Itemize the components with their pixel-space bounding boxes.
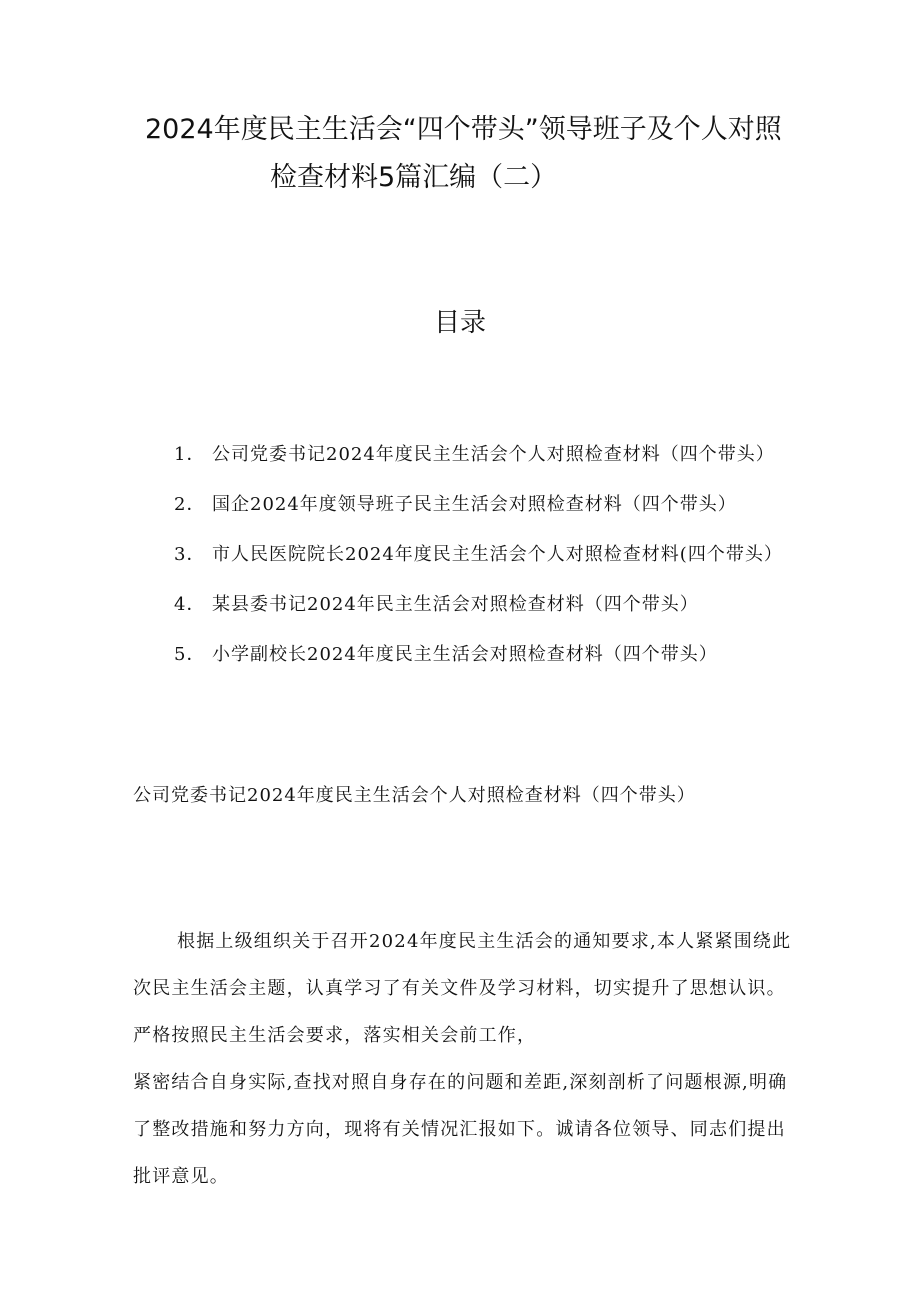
toc-item bbox=[174, 491, 783, 541]
toc-item-text: 某县委书记2024年民主生活会对照检查材料（四个带头） bbox=[212, 594, 699, 615]
document-title-line-2: 检查材料5篇汇编（二） bbox=[270, 162, 558, 193]
table-of-contents bbox=[174, 441, 783, 691]
section-title: 公司党委书记2024年度民主生活会个人对照检查材料（四个带头） bbox=[133, 785, 696, 806]
toc-item-number: 3． bbox=[174, 544, 206, 565]
toc-item-number: 1． bbox=[174, 444, 206, 465]
toc-item-text: 国企2024年度领导班子民主生活会对照检查材料（四个带头） bbox=[212, 494, 737, 515]
body-text bbox=[133, 918, 793, 1200]
toc-heading: 目录 bbox=[433, 308, 486, 338]
paragraph: 紧密结合自身实际,查找对照自身存在的问题和差距,深刻剖析了问题根源,明确了整改措施和努力方向，现将有关情况汇报如下。诚请各位领导、同志们提出批评意见。 bbox=[133, 1072, 788, 1187]
toc-item bbox=[174, 541, 783, 591]
toc-item-number: 5． bbox=[174, 644, 206, 665]
toc-item-text: 市人民医院院长2024年度民主生活会个人对照检查材料(四个带头） bbox=[212, 544, 783, 565]
paragraph: 根据上级组织关于召开2024年度民主生活会的通知要求,本人紧紧围绕此次民主生活会主题，认真学习了有关文件及学习材料，切实提升了思想认识。严格按照民主生活会要求，落实相关会前工作， bbox=[133, 931, 792, 1046]
toc-item-text: 公司党委书记2024年度民主生活会个人对照检查材料（四个带头） bbox=[212, 444, 775, 465]
toc-item bbox=[174, 441, 783, 491]
toc-item bbox=[174, 591, 783, 641]
toc-item-number: 2． bbox=[174, 494, 206, 515]
toc-item-text: 小学副校长2024年度民主生活会对照检查材料（四个带头） bbox=[212, 644, 718, 665]
toc-item bbox=[174, 641, 783, 691]
document-title-line-1: 2024年度民主生活会“四个带头”领导班子及个人对照 bbox=[145, 114, 782, 145]
toc-item-number: 4． bbox=[174, 594, 206, 615]
